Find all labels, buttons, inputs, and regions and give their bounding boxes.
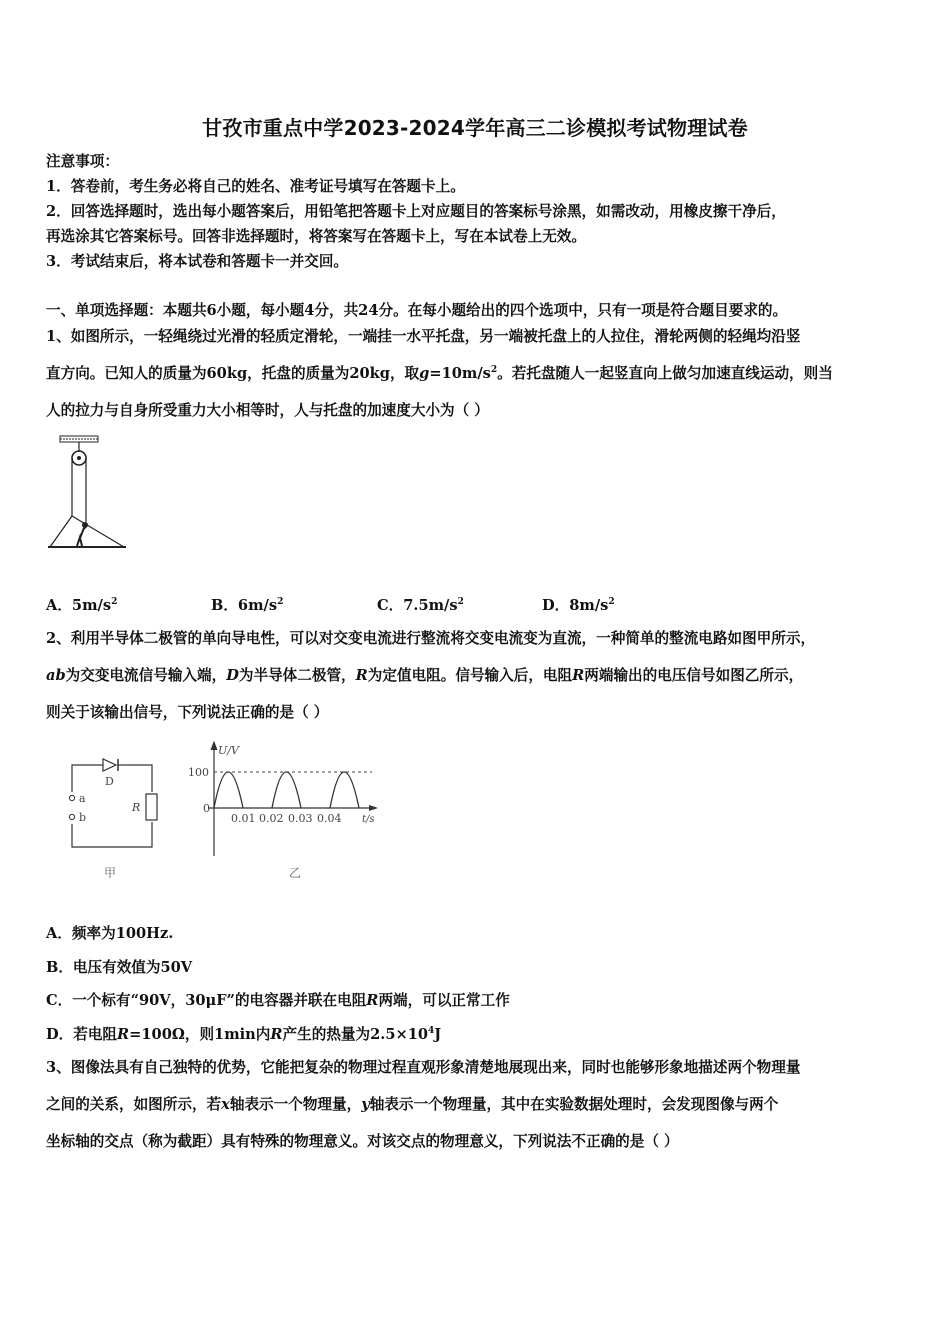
- q2-line-2: ab为交变电流信号输入端，D为半导体二极管，R为定值电阻。信号输入后，电阻R两端输出的电压信号如图乙所示，: [46, 667, 804, 684]
- half-wave-2: [272, 772, 301, 808]
- resistor-label: R: [132, 801, 141, 814]
- exam-title: 甘孜市重点中学2023-2024学年高三二诊模拟考试物理试卷: [202, 116, 748, 140]
- section-heading: 一、单项选择题：本题共6小题，每小题4分，共24分。在每小题给出的四个选项中，只有一项是符合题目要求的。: [46, 302, 788, 319]
- q1-line-2: 直方向。已知人的质量为60kg，托盘的质量为20kg，取$g=10m/s^2$。若托盘随人一起竖直向上做匀加速直线运动，则当: [46, 365, 833, 382]
- q3-line-2: 之间的关系，如图所示，若x轴表示一个物理量，y轴表示一个物理量，其中在实验数据处理时，会发现图像与两个: [46, 1096, 779, 1113]
- q1-option-c[interactable]: C．$7.5m/s^2$: [377, 597, 464, 614]
- half-wave-3: [330, 772, 359, 808]
- q3-line-1: 3、图像法具有自己独特的优势，它能把复杂的物理过程直观形象清楚地展现出来，同时也能够形象地描述两个物理量: [46, 1059, 801, 1076]
- q2-voltage-graph: [182, 738, 382, 883]
- half-wave-1: [214, 772, 243, 808]
- y-axis-label: U/V: [218, 744, 239, 757]
- origin-label: 0: [203, 802, 210, 815]
- terminal-a-label: a: [79, 792, 86, 805]
- tick-label: 0.02: [259, 812, 284, 825]
- resistor-symbol: [146, 794, 157, 820]
- terminal-b-label: b: [79, 811, 87, 824]
- q2-line-3: 则关于该输出信号，下列说法正确的是（ ）: [46, 704, 329, 721]
- circuit-caption: 甲: [104, 866, 117, 880]
- q2-circuit-figure: [60, 750, 170, 882]
- person-figure: [77, 522, 88, 546]
- q1-option-b[interactable]: B．$6m/s^2$: [211, 597, 284, 614]
- notice-item-1: 1．答卷前，考生务必将自己的姓名、准考证号填写在答题卡上。: [46, 178, 465, 195]
- q2-line-1: 2、利用半导体二极管的单向导电性，可以对交变电流进行整流将交变电流变为直流，一种简单的整流电路如图甲所示，: [46, 630, 816, 647]
- peak-label: 100: [188, 766, 209, 779]
- terminal-a: [69, 795, 74, 800]
- q1-option-d[interactable]: D．$8m/s^2$: [542, 597, 615, 614]
- tick-label: 0.04: [317, 812, 342, 825]
- notice-heading: 注意事项：: [46, 153, 119, 170]
- q1-pulley-figure: [44, 434, 130, 554]
- tick-label: 0.03: [288, 812, 313, 825]
- q3-line-3: 坐标轴的交点（称为截距）具有特殊的物理意义。对该交点的物理意义，下列说法不正确的是（ ）: [46, 1133, 679, 1150]
- diode-symbol: [100, 759, 122, 771]
- q2-option-a[interactable]: A．频率为100Hz.: [46, 925, 174, 942]
- notice-item-3: 3．考试结束后，将本试卷和答题卡一并交回。: [46, 253, 349, 270]
- q1-line-1: 1、如图所示，一轻绳绕过光滑的轻质定滑轮，一端挂一水平托盘，另一端被托盘上的人拉住，滑轮两侧的轻绳均沿竖: [46, 328, 801, 345]
- q2-option-d[interactable]: D．若电阻R=100Ω，则1min内R产生的热量为$2.5\times 10^4J$: [46, 1026, 442, 1043]
- q2-option-b[interactable]: B．电压有效值为50V: [46, 959, 193, 976]
- x-axis-label: t/s: [362, 814, 375, 825]
- terminal-b: [69, 814, 74, 819]
- tick-label: 0.01: [231, 812, 256, 825]
- q1-line-3: 人的拉力与自身所受重力大小相等时，人与托盘的加速度大小为（ ）: [46, 402, 489, 419]
- notice-item-2-cont: 再选涂其它答案标号。回答非选择题时，将答案写在答题卡上，写在本试卷上无效。: [46, 228, 586, 245]
- notice-item-2: 2．回答选择题时，选出每小题答案后，用铅笔把答题卡上对应题目的答案标号涂黑，如需改动，用橡皮擦干净后，: [46, 203, 786, 220]
- graph-caption: 乙: [289, 866, 302, 880]
- q2-option-c[interactable]: C．一个标有“90V，30μF”的电容器并联在电阻R两端，可以正常工作: [46, 992, 510, 1009]
- diode-label: D: [105, 775, 114, 788]
- q1-option-a[interactable]: A．$5m/s^2$: [46, 597, 118, 614]
